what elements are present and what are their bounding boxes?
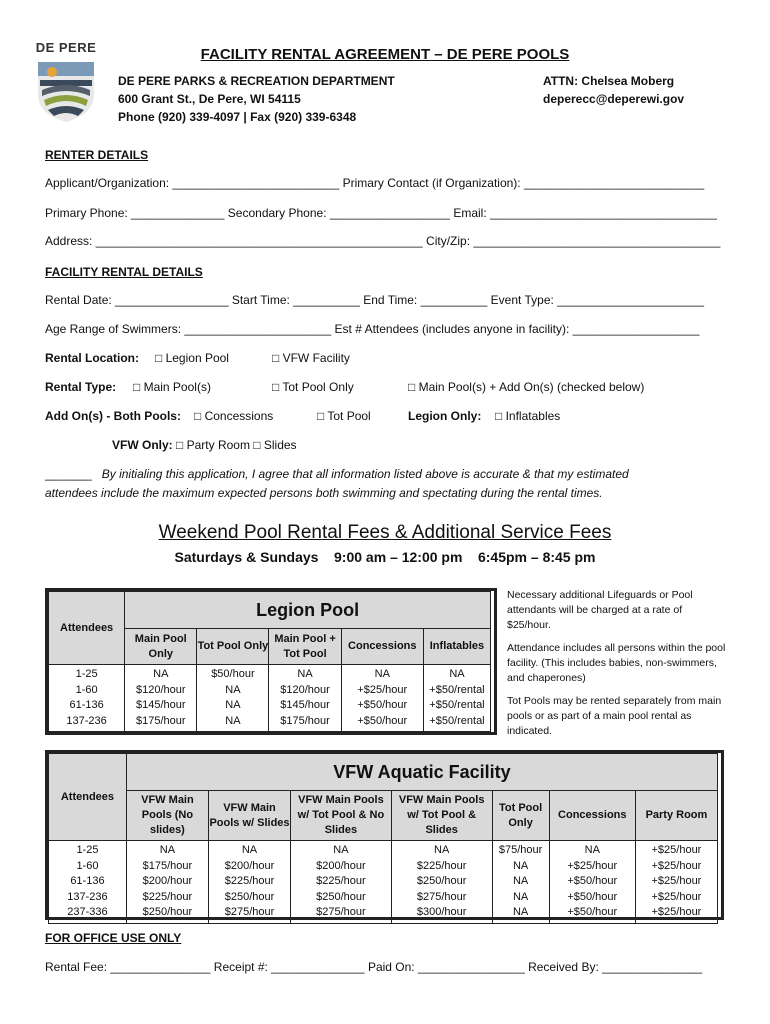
cell: $145/hour — [136, 699, 186, 711]
department-address: 600 Grant St., De Pere, WI 54115 — [118, 92, 301, 106]
location-vfw-checkbox[interactable]: □ VFW Facility — [272, 351, 350, 365]
initial-statement-1: By initialing this application, I agree that all information listed above is accurate & that my estimated — [101, 467, 629, 481]
cell: $250/hour — [142, 906, 193, 918]
cell: $250/hour — [316, 890, 366, 903]
facility-details-heading: FACILITY RENTAL DETAILS — [45, 265, 203, 279]
cell: $250/hour — [416, 875, 467, 887]
legion-tot-values — [197, 665, 269, 732]
cell: $120/hour — [280, 683, 330, 696]
cell: NA — [512, 875, 529, 887]
renter-line-phone[interactable]: Primary Phone: ______________ Secondary Phone: __________________ Email: __________________________________ — [45, 206, 717, 220]
fees-title: Weekend Pool Rental Fees & Additional Service Fees — [158, 522, 612, 543]
cell: $225/hour — [316, 875, 366, 887]
renter-line-applicant[interactable]: Applicant/Organization: _________________________ Primary Contact (if Organization): ___________________________ — [45, 176, 705, 190]
vfw-col-tot: Tot Pool Only — [492, 791, 549, 841]
department-block — [118, 72, 395, 126]
legion-pool-table — [48, 591, 491, 732]
legion-attendee-ranges — [49, 665, 125, 732]
vfw-party-room-values — [635, 841, 717, 924]
cell: NA — [225, 699, 241, 711]
cell: NA — [512, 906, 529, 918]
type-tot-pool-checkbox[interactable]: □ Tot Pool Only — [272, 380, 354, 394]
cell: $175/hour — [136, 714, 186, 727]
cell: +$25/hour — [651, 890, 702, 903]
cell: +$25/hour — [651, 875, 702, 887]
legion-col-concessions: Concessions — [341, 629, 423, 665]
renter-line-address[interactable]: Address: _________________________________________________ City/Zip: _____________________________________ — [45, 234, 721, 248]
cell: +$50/hour — [357, 699, 408, 711]
document-title: FACILITY RENTAL AGREEMENT – DE PERE POOLS — [200, 46, 570, 63]
cell: NA — [241, 844, 258, 856]
vfw-attendee-ranges — [49, 841, 127, 924]
office-use-heading: FOR OFFICE USE ONLY — [45, 931, 182, 945]
cell: 137-236 — [66, 714, 107, 727]
cell: NA — [512, 890, 529, 903]
legion-main-tot-values — [269, 665, 341, 732]
facility-line-swimmers[interactable]: Age Range of Swimmers: ______________________ Est # Attendees (includes anyone in facility): ___________________ — [45, 322, 700, 336]
legion-data-row — [49, 665, 491, 732]
rental-location-label: Rental Location: — [45, 351, 140, 365]
cell: +$50/hour — [567, 875, 618, 887]
legion-only-label: Legion Only: — [408, 409, 482, 423]
legion-concessions-values — [341, 665, 423, 732]
vfw-main-no-slides-values — [126, 841, 208, 924]
addon-concessions-checkbox[interactable]: □ Concessions — [194, 409, 274, 423]
cell: 237-336 — [67, 906, 108, 918]
cell: $225/hour — [416, 859, 467, 872]
cell: $200/hour — [316, 859, 366, 872]
cell: 61-136 — [70, 875, 105, 887]
cell: NA — [225, 714, 241, 727]
vfw-data-row — [49, 841, 718, 924]
attention-block — [543, 72, 684, 108]
note-attendance: Attendance includes all persons within the pool facility. (This includes babies, non-swimmers, and chaperones) — [507, 642, 726, 684]
vfw-col-main-tot-no-slides: VFW Main Pools w/ Tot Pool & No Slides — [291, 791, 392, 841]
cell: +$25/hour — [567, 859, 618, 872]
cell: NA — [434, 844, 450, 856]
cell: NA — [297, 668, 313, 680]
cell: 1-60 — [76, 859, 99, 872]
initial-line — [45, 467, 629, 481]
cell: $175/hour — [142, 859, 193, 872]
cell: +$50/hour — [357, 714, 408, 727]
department-phone: Phone (920) 339-4097 | Fax (920) 339-6348 — [118, 110, 357, 124]
cell: +$25/hour — [357, 683, 408, 696]
cell: $250/hour — [224, 890, 275, 903]
cell: $300/hour — [416, 906, 467, 918]
addon-tot-pool-checkbox[interactable]: □ Tot Pool — [317, 409, 371, 423]
vfw-table-title: VFW Aquatic Facility — [126, 754, 717, 791]
cell: $275/hour — [224, 906, 275, 918]
vfw-col-main-slides: VFW Main Pools w/ Slides — [208, 791, 290, 841]
note-tot-pools: Tot Pools may be rented separately from main pools or as part of a main pool rental as indicated. — [507, 695, 722, 737]
facility-line-date[interactable]: Rental Date: _________________ Start Time: __________ End Time: __________ Event Type: ______________________ — [45, 293, 704, 307]
legion-table-title: Legion Pool — [125, 592, 491, 629]
attn-email[interactable]: deperecc@deperewi.gov — [543, 92, 685, 106]
vfw-col-main-no-slides: VFW Main Pools (No slides) — [126, 791, 208, 841]
vfw-attendees-header: Attendees — [49, 754, 127, 841]
legion-col-tot: Tot Pool Only — [197, 629, 269, 665]
cell: NA — [333, 844, 349, 856]
cell: +$25/hour — [651, 906, 702, 918]
legion-inflatables-values — [423, 665, 490, 732]
legion-col-main: Main Pool Only — [125, 629, 197, 665]
cell: +$50/rental — [429, 683, 485, 696]
cell: $120/hour — [136, 683, 186, 696]
note-lifeguards: Necessary additional Lifeguards or Pool attendants will be charged at a rate of $25/hour. — [507, 589, 693, 631]
cell: $275/hour — [416, 890, 467, 903]
cell: $225/hour — [224, 875, 275, 887]
type-main-addon-checkbox[interactable]: □ Main Pool(s) + Add On(s) (checked below) — [408, 380, 645, 394]
cell: 1-25 — [75, 668, 98, 680]
type-main-pool-checkbox[interactable]: □ Main Pool(s) — [133, 380, 211, 394]
attn-name: ATTN: Chelsea Moberg — [543, 74, 675, 88]
cell: NA — [374, 668, 390, 680]
cell: $50/hour — [211, 668, 255, 680]
vfw-col-party-room: Party Room — [635, 791, 717, 841]
cell: $145/hour — [280, 699, 330, 711]
location-legion-checkbox[interactable]: □ Legion Pool — [155, 351, 229, 365]
cell: NA — [225, 683, 241, 696]
logo-text: DE PERE — [35, 40, 97, 55]
vfw-tot-values — [492, 841, 549, 924]
legion-col-main-tot: Main Pool + Tot Pool — [269, 629, 341, 665]
cell: $200/hour — [224, 859, 275, 872]
cell: 137-236 — [67, 890, 108, 903]
cell: $75/hour — [498, 844, 543, 856]
cell: NA — [584, 844, 600, 856]
legion-col-inflatables: Inflatables — [423, 629, 490, 665]
cell: $225/hour — [142, 890, 193, 903]
cell: NA — [512, 859, 529, 872]
cell: +$25/hour — [651, 859, 702, 872]
cell: $275/hour — [316, 906, 366, 918]
initial-statement-2: attendees include the maximum expected persons both swimming and spectating during the rental times. — [45, 486, 603, 500]
addons-label: Add On(s) - Both Pools: — [45, 409, 181, 423]
legion-inflatables-checkbox[interactable]: □ Inflatables — [495, 409, 561, 423]
office-use-line[interactable]: Rental Fee: _______________ Receipt #: ______________ Paid On: ________________ Received By: _______________ — [45, 960, 703, 974]
cell: NA — [449, 668, 465, 680]
vfw-only-label: VFW Only: — [112, 438, 173, 452]
cell: 61-136 — [69, 699, 104, 711]
cell: 1-25 — [76, 844, 99, 856]
cell: $200/hour — [142, 875, 193, 887]
vfw-options-checkboxes[interactable]: □ Party Room □ Slides — [176, 438, 297, 452]
fees-subtitle: Saturdays & Sundays 9:00 am – 12:00 pm 6:45pm – 8:45 pm — [174, 549, 596, 565]
cell: +$50/rental — [429, 714, 485, 727]
fee-notes — [507, 588, 727, 747]
cell: +$50/hour — [567, 890, 618, 903]
vfw-main-tot-slides-values — [391, 841, 492, 924]
vfw-col-main-tot-slides: VFW Main Pools w/ Tot Pool & Slides — [391, 791, 492, 841]
vfw-concessions-values — [549, 841, 635, 924]
renter-details-heading: RENTER DETAILS — [45, 148, 149, 162]
cell: +$50/rental — [429, 699, 485, 711]
cell: +$50/hour — [567, 906, 618, 918]
cell: $175/hour — [280, 714, 330, 727]
vfw-facility-table — [48, 753, 718, 924]
cell: 1-60 — [75, 683, 98, 696]
legion-attendees-header: Attendees — [49, 592, 125, 665]
vfw-main-slides-values — [208, 841, 290, 924]
cell: +$25/hour — [651, 844, 702, 856]
cell: NA — [153, 668, 169, 680]
cell: NA — [159, 844, 176, 856]
rental-type-label: Rental Type: — [45, 380, 117, 394]
vfw-main-tot-no-slides-values — [291, 841, 392, 924]
department-name: DE PERE PARKS & RECREATION DEPARTMENT — [118, 74, 395, 88]
vfw-only-row — [112, 438, 297, 452]
vfw-col-concessions: Concessions — [549, 791, 635, 841]
initial-blank[interactable]: _______ — [45, 467, 92, 481]
legion-main-values — [125, 665, 197, 732]
